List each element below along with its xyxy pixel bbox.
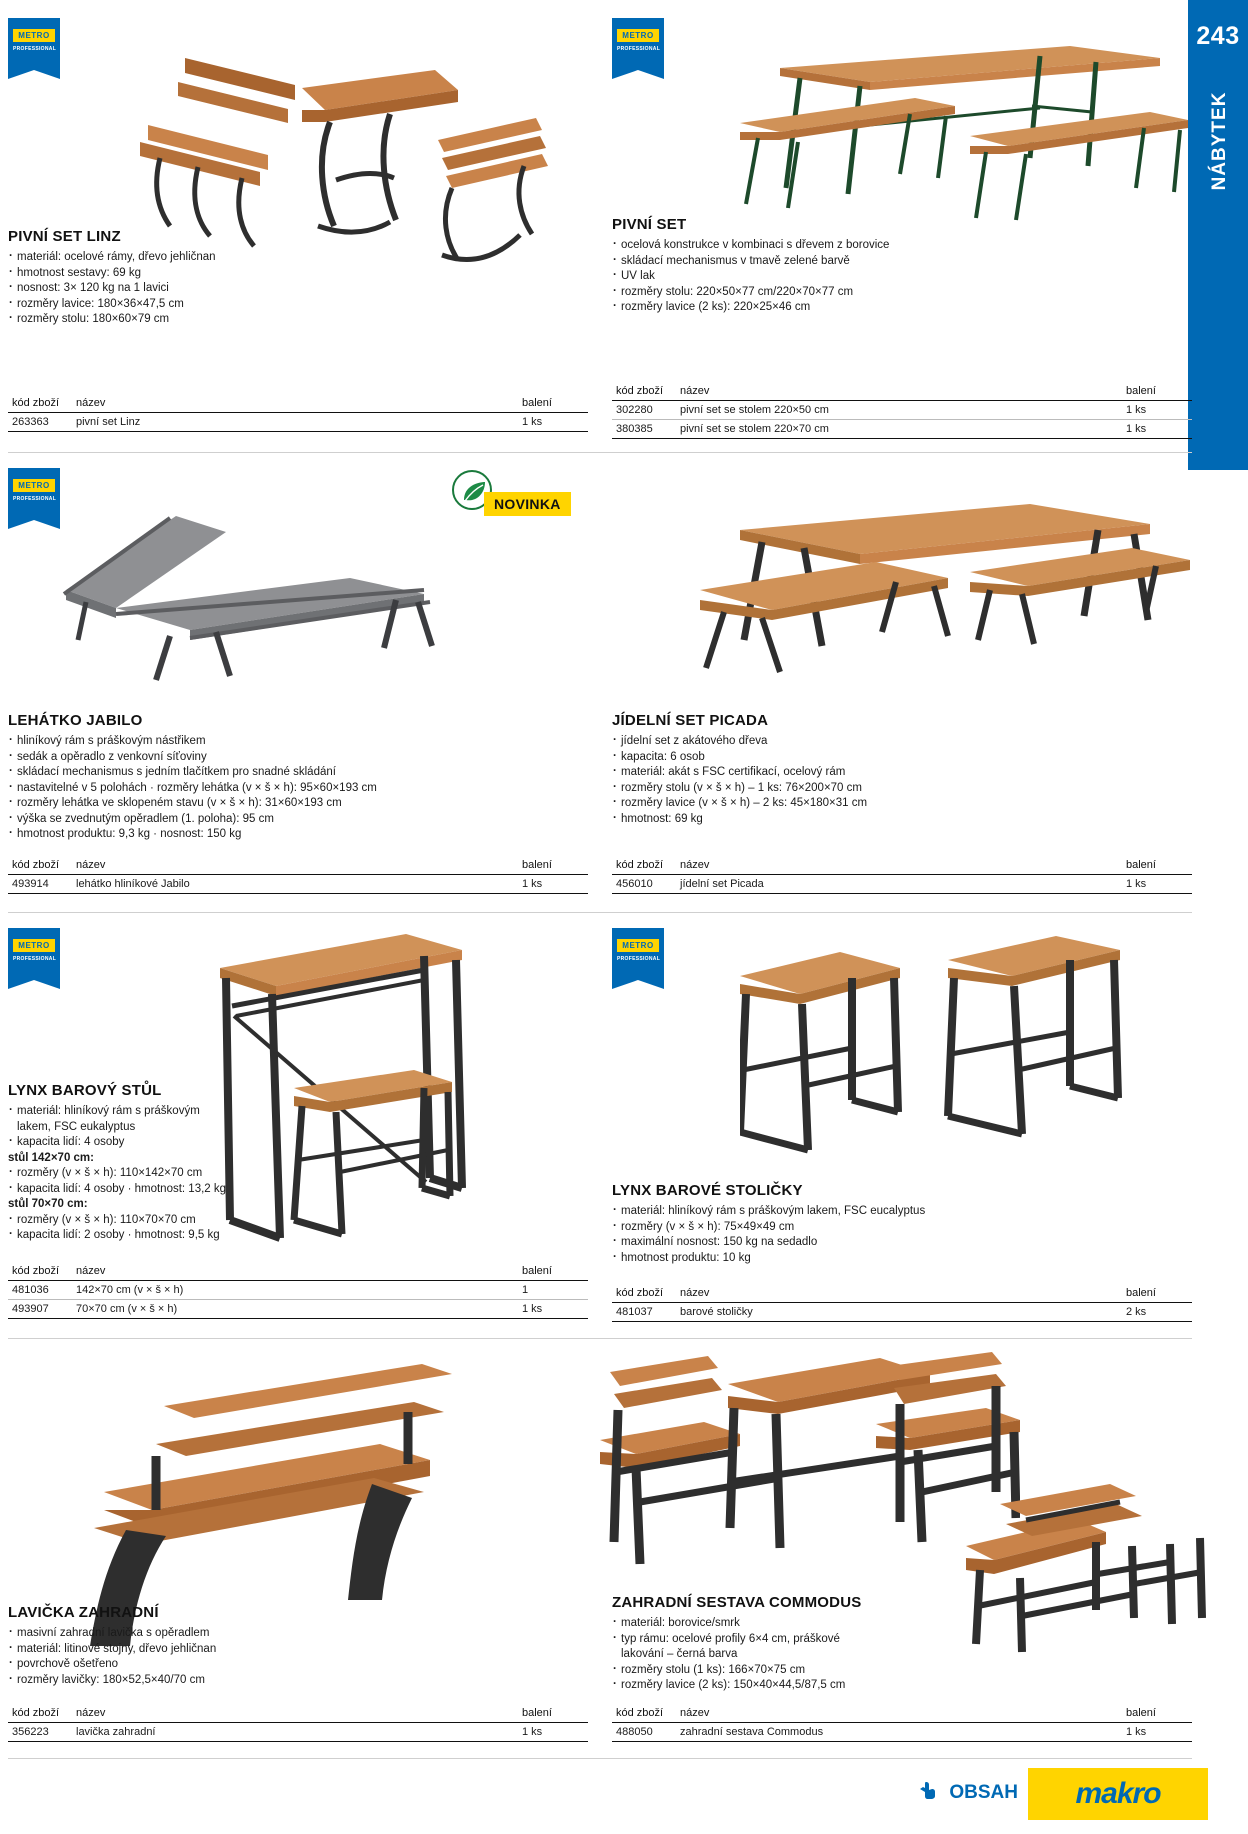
th-name: název — [70, 1264, 516, 1281]
bullet: · skládací mechanismus s jedním tlačítkem pro snadné skládání — [8, 765, 588, 781]
bullet: · kapacita: 6 osob — [612, 750, 1192, 766]
bullet: · rozměry stolu (v × š × h) – 1 ks: 76×200×70 cm — [612, 781, 1192, 797]
product-bullets — [8, 250, 588, 328]
section-divider — [8, 1758, 1192, 1759]
section-label: NÁBYTEK — [1209, 91, 1230, 191]
bullet: · materiál: borovice/smrk — [612, 1616, 1192, 1632]
bullet: · ocelová konstrukce v kombinaci s dřevem z borovice — [612, 238, 1192, 254]
cell-code: 493907 — [8, 1300, 70, 1319]
cell-name: pivní set se stolem 220×70 cm — [674, 420, 1120, 439]
cell-pack: 1 ks — [1120, 1723, 1192, 1742]
cell-pack: 1 ks — [516, 875, 588, 894]
metro-logo-sub: PROFESSIONAL — [13, 46, 57, 52]
metro-logo-text: METRO — [13, 939, 55, 952]
metro-logo-sub: PROFESSIONAL — [617, 46, 661, 52]
cell-name: barové stoličky — [674, 1303, 1120, 1322]
bullet: · hliníkový rám s práškovým nástřikem — [8, 734, 588, 750]
sku-table-pivni-set-linz — [8, 390, 588, 432]
cell-name: lavička zahradní — [70, 1723, 516, 1742]
sku-table-pivni-set — [612, 378, 1192, 439]
image-jidelni-set-picada — [700, 490, 1190, 680]
th-pack: balení — [1120, 1706, 1192, 1723]
section-divider — [8, 1338, 1192, 1339]
th-code: kód zboží — [8, 396, 70, 413]
cell-code: 302280 — [612, 401, 674, 420]
bullet: · masivní zahradní lavička s opěradlem — [8, 1626, 588, 1642]
bullet-subhead: stůl 142×70 cm: — [8, 1151, 94, 1164]
table-row — [612, 1723, 1192, 1742]
product-title: ZAHRADNÍ SESTAVA COMMODUS — [612, 1594, 862, 1611]
product-bullets — [612, 1204, 1192, 1266]
metro-logo-text: METRO — [13, 479, 55, 492]
cell-code: 481037 — [612, 1303, 674, 1322]
bullet: · rozměry lavičky: 180×52,5×40/70 cm — [8, 1673, 588, 1689]
metro-logo-text: METRO — [617, 29, 659, 42]
table-row — [612, 1303, 1192, 1322]
cell-pack: 1 — [516, 1281, 588, 1300]
product-bullets — [8, 734, 588, 843]
bullet: · rozměry (v × š × h): 110×142×70 cm — [8, 1166, 588, 1182]
th-code: kód zboží — [8, 1706, 70, 1723]
bullet-subhead: stůl 70×70 cm: — [8, 1198, 88, 1210]
sku-table-lynx-barovy-stul — [8, 1258, 588, 1319]
th-code: kód zboží — [8, 1264, 70, 1281]
cell-name: pivní set se stolem 220×50 cm — [674, 401, 1120, 420]
bullet: · rozměry stolu: 180×60×79 cm — [8, 312, 588, 328]
cell-pack: 1 ks — [516, 1723, 588, 1742]
cell-pack: 1 ks — [1120, 401, 1192, 420]
bullet: · materiál: hliníkový rám s práškovým — [8, 1104, 588, 1120]
metro-logo-sub: PROFESSIONAL — [13, 496, 57, 502]
bullet: · kapacita lidí: 2 osoby · hmotnost: 9,5 kg — [8, 1228, 588, 1244]
makro-logo — [1028, 1768, 1208, 1820]
cell-pack: 1 ks — [516, 1300, 588, 1319]
metro-professional-badge — [8, 928, 60, 988]
bullet: · UV lak — [612, 269, 1192, 285]
th-pack: balení — [516, 858, 588, 875]
cell-pack: 1 ks — [1120, 420, 1192, 439]
th-pack: balení — [1120, 384, 1192, 401]
bullet: · materiál: hliníkový rám s práškovým lakem, FSC eucalyptus — [612, 1204, 1192, 1220]
cell-code: 488050 — [612, 1723, 674, 1742]
table-row — [612, 401, 1192, 420]
lavicka-zahradni-text — [8, 1604, 588, 1688]
page-number: 243 — [1196, 22, 1240, 50]
cell-name: 142×70 cm (v × š × h) — [70, 1281, 516, 1300]
product-bullets — [612, 734, 1192, 827]
th-code: kód zboží — [612, 858, 674, 875]
bullet: · rozměry (v × š × h): 75×49×49 cm — [612, 1220, 1192, 1236]
cell-code: 493914 — [8, 875, 70, 894]
product-title: PIVNÍ SET LINZ — [8, 228, 121, 245]
novinka-flag: NOVINKA — [484, 492, 571, 516]
product-title: LAVIČKA ZAHRADNÍ — [8, 1604, 159, 1621]
bullet: · materiál: akát s FSC certifikací, ocelový rám — [612, 765, 1192, 781]
product-title: LYNX BAROVÝ STŮL — [8, 1082, 162, 1099]
zahradni-sestava-commodus-text — [612, 1594, 1192, 1694]
th-code: kód zboží — [612, 1706, 674, 1723]
bullet: · kapacita lidí: 4 osoby · hmotnost: 13,2 kg — [8, 1182, 588, 1198]
bullet: · nastavitelné v 5 polohách · rozměry lehátka (v × š × h): 95×60×193 cm — [8, 781, 588, 797]
image-lynx-barove-sticky — [740, 920, 1180, 1180]
cell-name: lehátko hliníkové Jabilo — [70, 875, 516, 894]
th-name: název — [674, 384, 1120, 401]
cell-pack: 2 ks — [1120, 1303, 1192, 1322]
th-code: kód zboží — [612, 1286, 674, 1303]
th-name: název — [674, 1286, 1120, 1303]
metro-logo-sub: PROFESSIONAL — [617, 956, 661, 962]
image-pivni-set — [740, 28, 1190, 228]
th-pack: balení — [516, 1264, 588, 1281]
pivni-set-linz-text — [8, 228, 588, 328]
obsah-label: OBSAH — [949, 1782, 1018, 1803]
obsah-link[interactable] — [917, 1778, 1018, 1808]
metro-professional-badge — [612, 928, 664, 988]
metro-professional-badge — [612, 18, 664, 78]
cell-name: 70×70 cm (v × š × h) — [70, 1300, 516, 1319]
table-row — [8, 413, 588, 432]
bullet: · rozměry (v × š × h): 110×70×70 cm — [8, 1213, 588, 1229]
th-code: kód zboží — [612, 384, 674, 401]
hand-pointer-icon — [917, 1778, 941, 1808]
bullet: · rozměry stolu (1 ks): 166×70×75 cm — [612, 1663, 1192, 1679]
metro-logo-text: METRO — [617, 939, 659, 952]
lehatko-jabilo-text — [8, 712, 588, 843]
bullet: · hmotnost sestavy: 69 kg — [8, 266, 588, 282]
th-name: název — [674, 858, 1120, 875]
bullet: · rozměry lavice: 180×36×47,5 cm — [8, 297, 588, 313]
th-pack: balení — [1120, 858, 1192, 875]
bullet: · výška se zvednutým opěradlem (1. poloha): 95 cm — [8, 812, 588, 828]
bullet-cont: lakem, FSC eukalyptus — [17, 1120, 136, 1133]
table-row — [612, 420, 1192, 439]
bullet: · rozměry lavice (2 ks): 220×25×46 cm — [612, 300, 1192, 316]
lynx-barove-sticky-text — [612, 1182, 1192, 1266]
bullet-cont: lakování – černá barva — [621, 1648, 738, 1660]
product-title: LYNX BAROVÉ STOLIČKY — [612, 1182, 803, 1199]
bullet: · rozměry lavice (v × š × h) – 2 ks: 45×180×31 cm — [612, 796, 1192, 812]
metro-logo-text: METRO — [13, 29, 55, 42]
th-name: název — [674, 1706, 1120, 1723]
th-code: kód zboží — [8, 858, 70, 875]
table-row — [8, 1723, 588, 1742]
cell-pack: 1 ks — [516, 413, 588, 432]
bullet: · hmotnost produktu: 10 kg — [612, 1251, 1192, 1267]
th-name: název — [70, 396, 516, 413]
product-bullets — [8, 1626, 588, 1688]
bullet: · rozměry lavice (2 ks): 150×40×44,5/87,5 cm — [612, 1678, 1192, 1694]
bullet: · typ rámu: ocelové profily 6×4 cm, práškové — [612, 1632, 1192, 1648]
cell-code: 380385 — [612, 420, 674, 439]
bullet: · rozměry stolu: 220×50×77 cm/220×70×77 cm — [612, 285, 1192, 301]
th-name: název — [70, 1706, 516, 1723]
bullet: · hmotnost: 69 kg — [612, 812, 1192, 828]
bullet: · materiál: litinové stojny, dřevo jehličnan — [8, 1642, 588, 1658]
jidelni-set-picada-text — [612, 712, 1192, 827]
bullet: · materiál: ocelové rámy, dřevo jehličnan — [8, 250, 588, 266]
cell-name: jídelní set Picada — [674, 875, 1120, 894]
sku-table-lavicka-zahradni — [8, 1700, 588, 1742]
table-row — [612, 875, 1192, 894]
metro-logo-sub: PROFESSIONAL — [13, 956, 57, 962]
th-pack: balení — [516, 1706, 588, 1723]
cell-code: 263363 — [8, 413, 70, 432]
metro-professional-badge — [8, 18, 60, 78]
bullet: · maximální nosnost: 150 kg na sedadlo — [612, 1235, 1192, 1251]
image-zahradni-sestava-commodus — [600, 1352, 1020, 1622]
product-bullets — [612, 238, 1192, 316]
table-row — [8, 1281, 588, 1300]
product-bullets — [8, 1104, 588, 1244]
cell-pack: 1 ks — [1120, 875, 1192, 894]
table-row — [8, 875, 588, 894]
cell-name: zahradní sestava Commodus — [674, 1723, 1120, 1742]
sku-table-jidelni-set-picada — [612, 852, 1192, 894]
pivni-set-text — [612, 216, 1192, 316]
section-divider — [8, 452, 1192, 453]
sku-table-lynx-barove-sticky — [612, 1280, 1192, 1322]
sku-table-zahradni-sestava-commodus — [612, 1700, 1192, 1742]
image-lehatko-jabilo — [20, 490, 500, 720]
makro-logo-text: makro — [1075, 1777, 1161, 1810]
bullet: · jídelní set z akátového dřeva — [612, 734, 1192, 750]
table-row — [8, 1300, 588, 1319]
cell-code: 481036 — [8, 1281, 70, 1300]
bullet: · sedák a opěradlo z venkovní síťoviny — [8, 750, 588, 766]
product-title: PIVNÍ SET — [612, 216, 687, 233]
th-pack: balení — [516, 396, 588, 413]
th-pack: balení — [1120, 1286, 1192, 1303]
cell-code: 356223 — [8, 1723, 70, 1742]
bullet: · kapacita lidí: 4 osoby — [8, 1135, 588, 1151]
bullet: · rozměry lehátka ve sklopeném stavu (v × š × h): 31×60×193 cm — [8, 796, 588, 812]
bullet: · hmotnost produktu: 9,3 kg · nosnost: 150 kg — [8, 827, 588, 843]
cell-name: pivní set Linz — [70, 413, 516, 432]
cell-code: 456010 — [612, 875, 674, 894]
product-title: LEHÁTKO JABILO — [8, 712, 143, 729]
section-divider — [8, 912, 1192, 913]
bullet: · povrchově ošetřeno — [8, 1657, 588, 1673]
bullet: · nosnost: 3× 120 kg na 1 lavici — [8, 281, 588, 297]
sku-table-lehatko-jabilo — [8, 852, 588, 894]
page-tab — [1188, 0, 1248, 470]
th-name: název — [70, 858, 516, 875]
product-bullets — [612, 1616, 1192, 1694]
bullet: · skládací mechanismus v tmavě zelené barvě — [612, 254, 1192, 270]
lynx-barovy-stul-text — [8, 1082, 588, 1244]
product-title: JÍDELNÍ SET PICADA — [612, 712, 769, 729]
